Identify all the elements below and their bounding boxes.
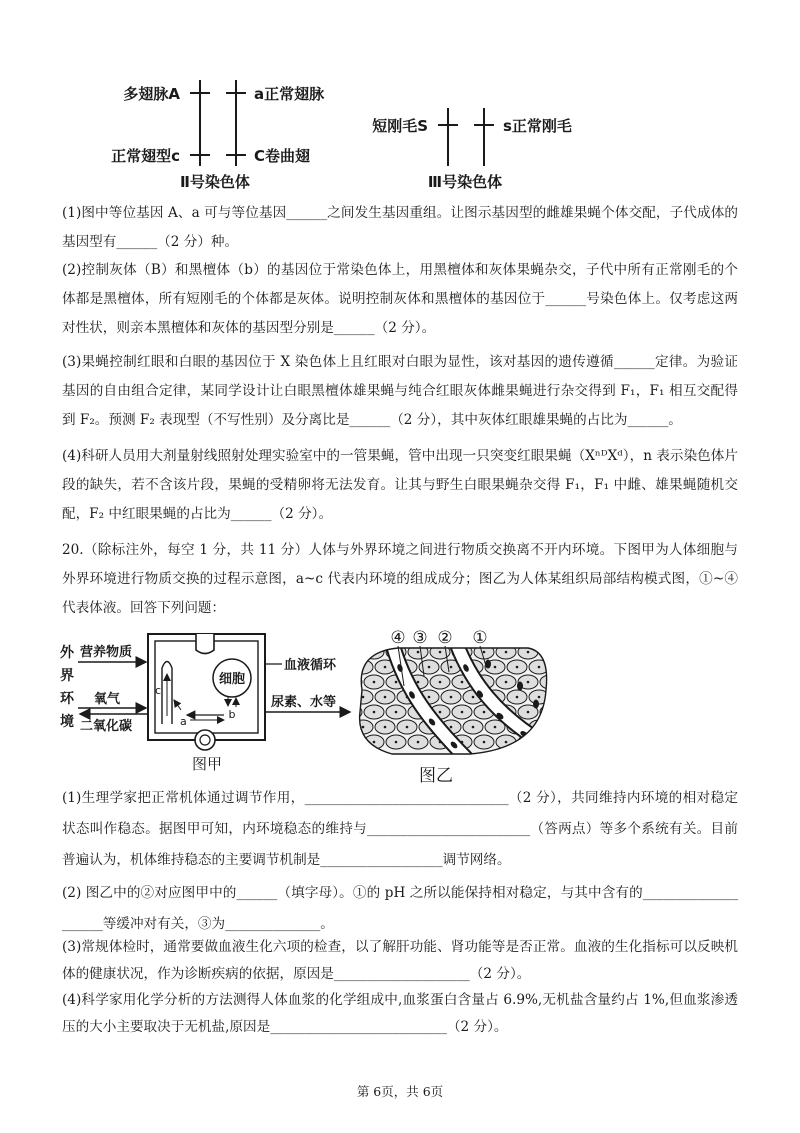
cell-nucleus [461,681,464,684]
tissue-cell [350,735,362,749]
cell-nucleus [461,711,464,714]
cell-nucleus [373,711,376,714]
question-20-stem: 20.（除标注外，每空 1 分，共 11 分）人体与外界环境之间进行物质交换离不开内环境。下图甲为人体细胞与外界环境进行物质交换的过程示意图，a~c 代表内环境的组成成分；图乙为人体某组织局部结构模式图，①~④代表体液。回答下列问题： [62,542,738,616]
cell-nucleus [439,651,442,654]
cell-nucleus [505,741,508,744]
cell-nucleus [483,741,486,744]
chromosome-iii [438,108,494,166]
question-19-part-3: (3)果蝇控制红眼和白眼的基因位于 X 染色体上且红眼对白眼为显性，该对基因的遗传遵循______定律。为验证基因的自由组合定律，某同学设计让白眼黑檀体雄果蝇与纯合红眼灰体雌果蝇进行杂交得到 F₁，F₁ 相互交配得到 F₂。预测 F₂ 表现型（不写性别）及分离比是______（2 分），其中灰体红眼雄果蝇的占比为______。 [62,354,738,428]
cell-nucleus [351,681,354,684]
cell-nucleus [373,741,376,744]
cell-nucleus [351,711,354,714]
cell-nucleus [384,666,387,669]
cell-nucleus [527,741,530,744]
label-b: b [228,708,236,721]
gene-label-normal-vein: a正常翅脉 [254,85,325,103]
cell-nucleus [527,651,530,654]
cell-nucleus [505,651,508,654]
gene-label-normal-bristle: s正常刚毛 [503,117,572,135]
a-to-c-arrow [174,700,181,710]
cell-nucleus [516,696,519,699]
gene-label-normal-wing: 正常翅型c [111,147,180,165]
cell-nucleus [549,711,550,714]
cell-nucleus [538,696,541,699]
cell-nucleus [351,741,354,744]
label-a: a [180,715,187,728]
cell-nucleus [417,741,420,744]
cell-nucleus [549,651,550,654]
heart-icon [195,730,215,750]
page-footer: 第 6页，共 6页 [356,1084,444,1099]
fluid-label-3: ③ [412,628,428,648]
tissue-cell [350,645,362,659]
cell-nucleus [483,711,486,714]
cell-nucleus [538,666,541,669]
chromosome-ii-caption: Ⅱ号染色体 [180,173,250,191]
cell-nucleus [505,681,508,684]
question-20-part-4: (4)科学家用化学分析的方法测得人体血浆的化学组成中,血浆蛋白含量占 6.9%,无机盐含量约占 1%,但血浆渗透压的大小主要取决于无机盐,原因是__________________________（2 分）。 [62,992,738,1035]
cell-nucleus [527,681,530,684]
environment-label-char: 境 [60,714,74,730]
cell-nucleus [428,696,431,699]
tissue-cell [540,735,550,749]
cell-nucleus [373,681,376,684]
chromosome-diagram [0,60,800,200]
oxygen-label: 氧气 [94,692,121,707]
co2-label: 二氧化碳 [80,719,133,734]
figure-jia [50,625,370,780]
cell-nucleus [494,726,497,729]
cell-nucleus [549,741,550,744]
lymph-vessel [162,662,172,725]
cell-nucleus [450,726,453,729]
chromosome-ii [190,80,246,166]
cell-nucleus [439,711,442,714]
cell-nucleus [472,696,475,699]
cell-nucleus [439,681,442,684]
cell-nucleus [450,666,453,669]
gene-label-short-bristle: 短刚毛S [372,117,428,135]
gene-label-multi-vein: 多翅脉A [123,85,180,103]
cell-nucleus [384,696,387,699]
excretion-label: 尿素、水等 [271,695,337,710]
cell-nucleus [373,651,376,654]
question-20-part-3: (3)常规体检时，通常要做血液生化六项的检查，以了解肝功能、肾功能等是否正常。血液的生化指标可以反映机体的健康状况，作为诊断疾病的依据，原因是____________________（2 分）。 [62,939,738,982]
red-blood-cell [517,682,523,691]
gene-label-curly-wing: C卷曲翅 [254,147,311,165]
cell-nucleus [538,726,541,729]
cell-nucleus [450,696,453,699]
cell-nucleus [494,666,497,669]
fluid-label-2: ② [437,628,453,648]
question-20-part-2: (2) 图乙中的②对应图甲中的______（填字母）。①的 pH 之所以能保持相对稳定，与其中含有的____________________等缓冲对有关，③为______________。 [62,885,738,932]
red-blood-cell [533,700,539,709]
cell-nucleus [351,651,354,654]
cell-nucleus [516,666,519,669]
cell-nucleus [527,711,530,714]
cell-nucleus [417,681,420,684]
chromosome-iii-caption: Ⅲ号染色体 [427,173,503,191]
cell-nucleus [406,726,409,729]
cell-nucleus [483,651,486,654]
question-19-part-1: (1)图中等位基因 A、a 可与等位基因______之间发生基因重组。让图示基因型的雌雄果蝇个体交配，子代成体的基因型有______（2 分）种。 [62,205,738,250]
fluid-label-1: ① [472,628,488,648]
tissue-cell [350,675,362,689]
cell-nucleus [428,666,431,669]
figure-yi [350,625,550,785]
cell-nucleus [395,681,398,684]
cell-nucleus [395,711,398,714]
fluid-label-4: ④ [390,628,406,648]
tissue-cell [353,660,373,674]
tissue-block [350,640,550,762]
figure-jia-caption: 图甲 [191,755,223,773]
cell-nucleus [395,741,398,744]
nutrients-label: 营养物质 [80,645,133,660]
circulation-label: 血液循环 [284,658,337,673]
environment-label-char: 外 [60,645,74,661]
cell-nucleus [549,681,550,684]
question-20-part-1: (1)生理学家把正常机体通过调节作用，______________________________（2 分），共同维持内环境的相对稳定状态叫作稳态。据图甲可知，内环境稳态的维持与________________________（答两点）等多个系统有关。目前普遍认为，机体维持稳态的主要调节机制是__________________调节网络。 [62,790,738,868]
cell-nucleus [472,726,475,729]
environment-label-char: 环 [60,691,74,707]
question-19-part-4: (4)科研人员用大剂量射线照射处理实验室中的一管果蝇，管中出现一只突变红眼果蝇（XⁿᴰXᵈ），n 表示染色体片段的缺失，若不含该片段，果蝇的受精卵将无法发育。让其与野生白眼果蝇杂交得 F₁，F₁ 中雌、雄果蝇随机交配，F₂ 中红眼果蝇的占比为______（2 分）。 [62,448,738,522]
question-19-part-2: (2)控制灰体（B）和黑檀体（b）的基因位于常染色体上，用黑檀体和灰体果蝇杂交，子代中所有正常刚毛的个体都是黑檀体，所有短刚毛的个体都是灰体。说明控制灰体和黑檀体的基因位于______号染色体上。仅考虑这两对性状，则亲本黑檀体和灰体的基因型分别是______（2 分）。 [62,262,738,336]
figure-yi-caption: 图乙 [419,766,453,785]
cell-nucleus [362,726,365,729]
cell-nucleus [384,726,387,729]
environment-label-char: 界 [60,668,74,684]
cell-nucleus [417,651,420,654]
label-c: c [155,684,162,697]
cell-label: 细胞 [218,672,246,687]
